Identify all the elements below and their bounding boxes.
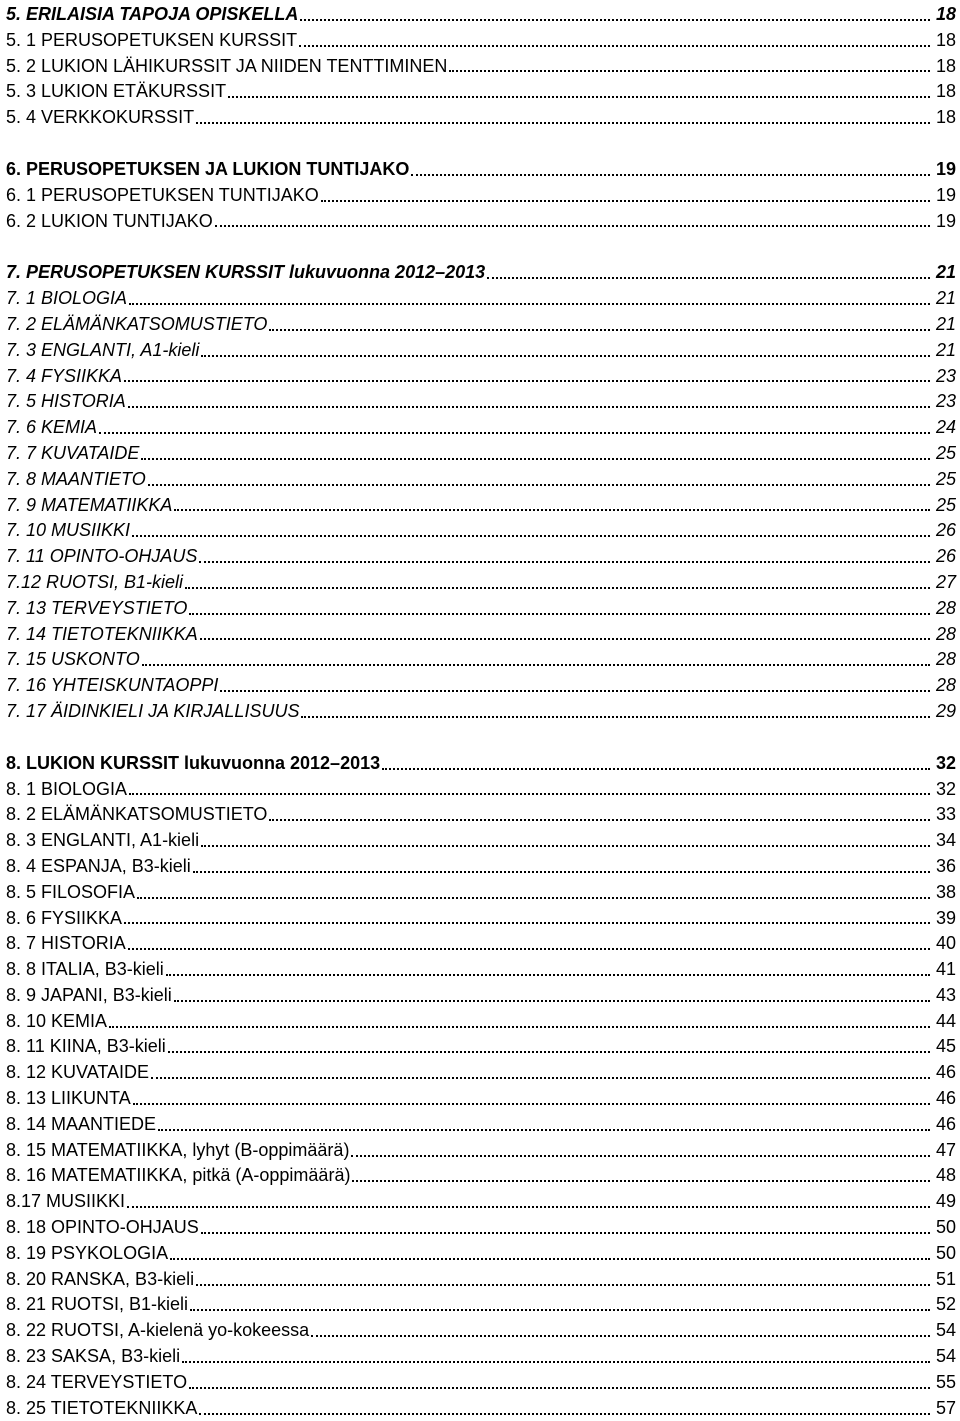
toc-entry[interactable] <box>6 312 956 338</box>
toc-page-number: 51 <box>935 1268 956 1289</box>
dot-leader <box>299 32 930 50</box>
dot-leader <box>124 367 930 385</box>
dot-leader <box>133 1090 930 1108</box>
toc-entry-title: 7. 4 FYSIIKKA <box>6 365 123 386</box>
toc-entry[interactable] <box>6 1060 956 1086</box>
dot-leader <box>321 187 930 205</box>
toc-entry-title: 8. 13 LIIKUNTA <box>6 1088 131 1109</box>
dot-leader <box>215 212 930 230</box>
toc-entry[interactable] <box>6 1267 956 1293</box>
dot-leader <box>132 522 930 540</box>
toc-entry[interactable] <box>6 518 956 544</box>
dot-leader <box>151 1064 930 1082</box>
toc-entry[interactable] <box>6 364 956 390</box>
toc-entry[interactable] <box>6 1241 956 1267</box>
toc-entry[interactable] <box>6 1086 956 1112</box>
toc-entry[interactable] <box>6 183 956 209</box>
toc-entry-title: 8. 22 RUOTSI, A-kielenä yo-kokeessa <box>6 1320 310 1341</box>
dot-leader <box>352 1167 930 1185</box>
toc-section <box>6 751 956 1421</box>
toc-page-number: 21 <box>935 313 956 334</box>
toc-page-number: 46 <box>935 1088 956 1109</box>
dot-leader <box>311 1322 930 1340</box>
toc-entry[interactable] <box>6 1009 956 1035</box>
toc-entry-title: 8. 19 PSYKOLOGIA <box>6 1242 169 1263</box>
toc-entry[interactable] <box>6 338 956 364</box>
toc-entry-title: 7. 10 MUSIIKKI <box>6 520 131 541</box>
toc-page-number: 25 <box>935 442 956 463</box>
toc-chapter-heading[interactable] <box>6 2 956 28</box>
toc-entry[interactable] <box>6 441 956 467</box>
toc-page-number: 47 <box>935 1139 956 1160</box>
toc-entry-title: 8. 9 JAPANI, B3-kieli <box>6 984 172 1005</box>
toc-entry-title: 8. LUKION KURSSIT lukuvuonna 2012–2013 <box>6 752 381 773</box>
toc-entry-title: 6. 1 PERUSOPETUKSEN TUNTIJAKO <box>6 184 319 205</box>
dot-leader <box>148 471 930 489</box>
toc-chapter-heading[interactable] <box>6 751 956 777</box>
toc-entry-title: 8. 10 KEMIA <box>6 1010 108 1031</box>
toc-page-number: 57 <box>935 1397 956 1418</box>
toc-page-number: 54 <box>935 1320 956 1341</box>
toc-entry-title: 7. 7 KUVATAIDE <box>6 442 140 463</box>
toc-entry-title: 7. 14 TIETOTEKNIIKKA <box>6 623 198 644</box>
dot-leader <box>189 1374 930 1392</box>
toc-page-number: 34 <box>935 830 956 851</box>
dot-leader <box>129 780 930 798</box>
toc-page-number: 46 <box>935 1062 956 1083</box>
dot-leader <box>99 419 930 437</box>
dot-leader <box>166 961 930 979</box>
dot-leader <box>127 1193 930 1211</box>
toc-page-number: 28 <box>935 649 956 670</box>
toc-page-number: 18 <box>935 4 956 24</box>
toc-entry[interactable] <box>6 1396 956 1421</box>
toc-entry[interactable] <box>6 906 956 932</box>
toc-section <box>6 260 956 724</box>
toc-page-number: 28 <box>935 623 956 644</box>
toc-entry-title: 8. 14 MAANTIEDE <box>6 1113 157 1134</box>
toc-page-number: 19 <box>935 184 956 205</box>
toc-page-number: 28 <box>935 597 956 618</box>
toc-entry-title: 7. 1 BIOLOGIA <box>6 288 128 309</box>
toc-page-number: 38 <box>935 881 956 902</box>
dot-leader <box>129 290 930 308</box>
toc-entry-title: 5. 4 VERKKOKURSSIT <box>6 107 195 128</box>
toc-entry-title: 8. 12 KUVATAIDE <box>6 1062 150 1083</box>
toc-page-number: 39 <box>935 907 956 928</box>
toc-page-number: 21 <box>935 339 956 360</box>
toc-entry[interactable] <box>6 286 956 312</box>
toc-entry[interactable] <box>6 957 956 983</box>
toc-page-number: 48 <box>935 1165 956 1186</box>
toc-page-number: 24 <box>935 417 956 438</box>
dot-leader <box>269 316 930 334</box>
toc-page-number: 33 <box>935 804 956 825</box>
toc-entry[interactable] <box>6 647 956 673</box>
toc-page-number: 23 <box>935 365 956 386</box>
toc-entry-title: 7. 17 ÄIDINKIELI JA KIRJALLISUUS <box>6 700 300 721</box>
toc-entry-title: 7. 2 ELÄMÄNKATSOMUSTIETO <box>6 313 268 334</box>
toc-entry-title: 8. 7 HISTORIA <box>6 933 126 954</box>
toc-page-number: 27 <box>935 571 956 592</box>
toc-entry-title: 8. 24 TERVEYSTIETO <box>6 1371 188 1392</box>
toc-entry-title: 8. 2 ELÄMÄNKATSOMUSTIETO <box>6 804 268 825</box>
toc-entry-title: 7. 3 ENGLANTI, A1-kieli <box>6 339 200 360</box>
dot-leader <box>351 1142 930 1160</box>
toc-page-number: 32 <box>935 778 956 799</box>
dot-leader <box>124 909 930 927</box>
toc-entry-title: 7. 6 KEMIA <box>6 417 98 438</box>
toc-page-number: 46 <box>935 1113 956 1134</box>
toc-page-number: 45 <box>935 1036 956 1057</box>
toc-entry-title: 8. 1 BIOLOGIA <box>6 778 128 799</box>
toc-page-number: 41 <box>935 959 956 980</box>
section-gap <box>6 131 956 157</box>
toc-entry-title: 5. 3 LUKION ETÄKURSSIT <box>6 81 227 102</box>
toc-entry[interactable] <box>6 1138 956 1164</box>
toc-entry[interactable] <box>6 544 956 570</box>
toc-entry-title: 8. 18 OPINTO-OHJAUS <box>6 1217 199 1238</box>
toc-entry-title: 8. 21 RUOTSI, B1-kieli <box>6 1294 189 1315</box>
dot-leader <box>174 987 930 1005</box>
toc-page-number: 18 <box>935 29 956 50</box>
toc-entry[interactable] <box>6 1318 956 1344</box>
toc-page-number: 18 <box>935 81 956 102</box>
toc-entry-title: 8. 11 KIINA, B3-kieli <box>6 1036 166 1057</box>
toc-entry-title: 7. PERUSOPETUKSEN KURSSIT lukuvuonna 2012–2013 <box>6 262 486 283</box>
dot-leader <box>199 1400 930 1418</box>
toc-page-number: 26 <box>935 520 956 541</box>
toc-page-number: 28 <box>935 675 956 696</box>
toc-entry[interactable] <box>6 570 956 596</box>
toc-entry[interactable] <box>6 802 956 828</box>
toc-entry[interactable] <box>6 1344 956 1370</box>
toc-entry[interactable] <box>6 54 956 80</box>
toc-entry-title: 8.17 MUSIIKKI <box>6 1191 126 1212</box>
toc-entry-title: 8. 4 ESPANJA, B3-kieli <box>6 855 191 876</box>
toc-section <box>6 157 956 234</box>
toc-page-number: 25 <box>935 494 956 515</box>
toc-entry[interactable] <box>6 389 956 415</box>
toc-entry-title: 8. 5 FILOSOFIA <box>6 881 136 902</box>
toc-entry[interactable] <box>6 493 956 519</box>
dot-leader <box>128 393 930 411</box>
dot-leader <box>196 109 930 127</box>
toc-entry-title: 7. 16 YHTEISKUNTAOPPI <box>6 675 219 696</box>
toc-entry[interactable] <box>6 673 956 699</box>
toc-page-number: 54 <box>935 1346 956 1367</box>
dot-leader <box>201 832 930 850</box>
toc-page-number: 52 <box>935 1294 956 1315</box>
dot-leader <box>158 1116 930 1134</box>
toc-entry-title: 8. 3 ENGLANTI, A1-kieli <box>6 830 200 851</box>
dot-leader <box>301 703 930 721</box>
dot-leader <box>137 884 930 902</box>
dot-leader <box>190 1296 930 1314</box>
dot-leader <box>200 625 930 643</box>
toc-entry[interactable] <box>6 931 956 957</box>
toc-entry-title: 8. 20 RANSKA, B3-kieli <box>6 1268 195 1289</box>
dot-leader <box>193 858 930 876</box>
toc-page-number: 50 <box>935 1217 956 1238</box>
toc-entry-title: 7. 8 MAANTIETO <box>6 468 146 489</box>
toc-entry[interactable] <box>6 1163 956 1189</box>
dot-leader <box>189 600 930 618</box>
toc-entry-title: 5. ERILAISIA TAPOJA OPISKELLA <box>6 4 299 24</box>
toc-entry-title: 5. 1 PERUSOPETUKSEN KURSSIT <box>6 29 298 50</box>
toc-entry-title: 7. 13 TERVEYSTIETO <box>6 597 188 618</box>
dot-leader <box>411 161 930 179</box>
toc-entry[interactable] <box>6 596 956 622</box>
toc-entry-title: 8. 15 MATEMATIIKKA, lyhyt (B-oppimäärä) <box>6 1139 350 1160</box>
toc-entry[interactable] <box>6 79 956 105</box>
toc-entry[interactable] <box>6 1112 956 1138</box>
dot-leader <box>109 1013 930 1031</box>
toc-page-number: 49 <box>935 1191 956 1212</box>
toc-chapter-heading[interactable] <box>6 157 956 183</box>
toc-page-number: 44 <box>935 1010 956 1031</box>
toc-entry[interactable] <box>6 1189 956 1215</box>
toc-page-number: 18 <box>935 107 956 128</box>
toc-entry-title: 8. 6 FYSIIKKA <box>6 907 123 928</box>
toc-page-number: 36 <box>935 855 956 876</box>
toc-chapter-heading[interactable] <box>6 260 956 286</box>
dot-leader <box>174 496 930 514</box>
toc-entry[interactable] <box>6 1370 956 1396</box>
dot-leader <box>128 935 930 953</box>
toc-entry-title: 7. 9 MATEMATIIKKA <box>6 494 173 515</box>
dot-leader <box>196 1271 930 1289</box>
dot-leader <box>220 677 930 695</box>
toc-entry-title: 8. 16 MATEMATIIKKA, pitkä (A-oppimäärä) <box>6 1165 351 1186</box>
dot-leader <box>269 806 930 824</box>
dot-leader <box>141 445 930 463</box>
toc-entry[interactable] <box>6 854 956 880</box>
toc-entry-title: 7.12 RUOTSI, B1-kieli <box>6 571 184 592</box>
toc-entry[interactable] <box>6 28 956 54</box>
toc-entry[interactable] <box>6 105 956 131</box>
toc-entry[interactable] <box>6 880 956 906</box>
toc-entry[interactable] <box>6 1292 956 1318</box>
toc-entry[interactable] <box>6 777 956 803</box>
toc-page-number: 19 <box>935 210 956 231</box>
toc-page-number: 23 <box>935 391 956 412</box>
toc-entry-title: 7. 15 USKONTO <box>6 649 140 670</box>
toc-page-number: 21 <box>935 288 956 309</box>
dot-leader <box>182 1348 930 1366</box>
toc-page-number: 50 <box>935 1242 956 1263</box>
toc-entry[interactable] <box>6 415 956 441</box>
toc-entry[interactable] <box>6 1215 956 1241</box>
section-gap <box>6 234 956 260</box>
toc-page-number: 29 <box>935 700 956 721</box>
toc-page-number: 18 <box>935 55 956 76</box>
dot-leader <box>228 83 930 101</box>
dot-leader <box>199 548 930 566</box>
toc-entry-title: 6. 2 LUKION TUNTIJAKO <box>6 210 213 231</box>
table-of-contents <box>6 2 956 1421</box>
toc-entry[interactable] <box>6 622 956 648</box>
toc-entry[interactable] <box>6 699 956 725</box>
toc-page-number: 21 <box>935 262 956 283</box>
dot-leader <box>142 651 930 669</box>
dot-leader <box>185 574 930 592</box>
toc-entry-title: 6. PERUSOPETUKSEN JA LUKION TUNTIJAKO <box>6 158 410 179</box>
toc-page-number: 40 <box>935 933 956 954</box>
dot-leader <box>449 57 930 75</box>
toc-entry[interactable] <box>6 828 956 854</box>
toc-entry[interactable] <box>6 467 956 493</box>
dot-leader <box>170 1245 930 1263</box>
dot-leader <box>382 755 930 773</box>
dot-leader <box>300 6 930 24</box>
toc-entry[interactable] <box>6 1034 956 1060</box>
toc-entry-title: 7. 5 HISTORIA <box>6 391 126 412</box>
toc-entry-title: 5. 2 LUKION LÄHIKURSSIT JA NIIDEN TENTTIMINEN <box>6 55 448 76</box>
toc-page-number: 32 <box>935 752 956 773</box>
toc-entry-title: 8. 8 ITALIA, B3-kieli <box>6 959 164 980</box>
toc-entry[interactable] <box>6 209 956 235</box>
section-gap <box>6 725 956 751</box>
toc-page-number: 55 <box>935 1371 956 1392</box>
toc-entry-title: 7. 11 OPINTO-OHJAUS <box>6 546 198 567</box>
dot-leader <box>201 342 930 360</box>
toc-entry-title: 8. 25 TIETOTEKNIIKKA <box>6 1397 198 1418</box>
dot-leader <box>487 264 930 282</box>
toc-page-number: 43 <box>935 984 956 1005</box>
toc-entry[interactable] <box>6 983 956 1009</box>
toc-page-number: 19 <box>935 158 956 179</box>
toc-page-number: 26 <box>935 546 956 567</box>
toc-entry-title: 8. 23 SAKSA, B3-kieli <box>6 1346 181 1367</box>
toc-page-number: 25 <box>935 468 956 489</box>
toc-section <box>6 2 956 131</box>
dot-leader <box>168 1038 930 1056</box>
dot-leader <box>201 1219 930 1237</box>
